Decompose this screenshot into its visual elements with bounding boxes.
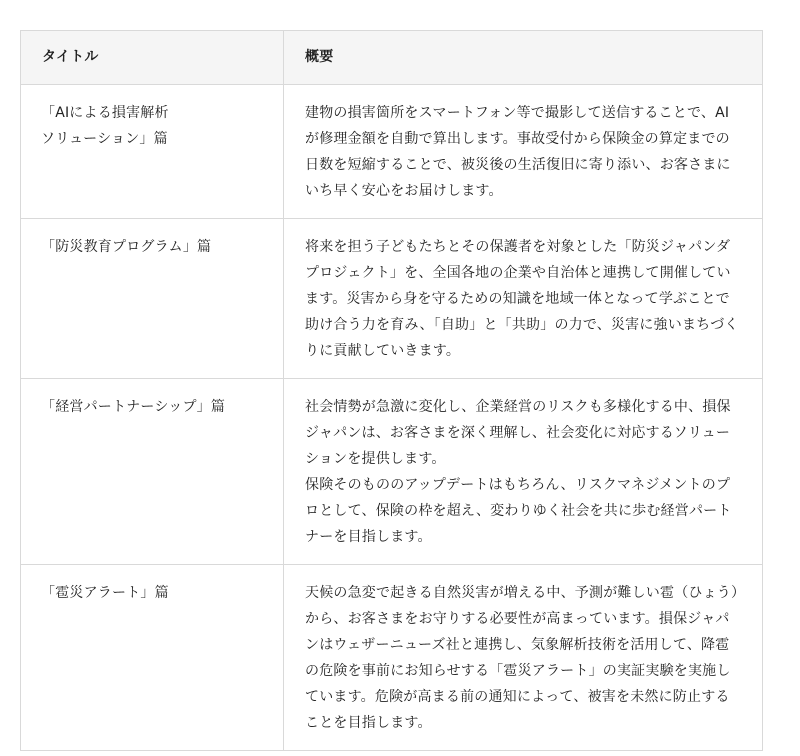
- row-summary: 建物の損害箇所をスマートフォン等で撮影して送信することで、AIが修理金額を自動で算出します。事故受付から保険金の算定までの日数を短縮することで、被災後の生活復旧に寄り添い、お客さまにいち早く安心をお届けします。: [305, 105, 731, 199]
- row-title-cell: [21, 379, 284, 565]
- row-title-cell: [21, 565, 284, 751]
- row-summary-cell: [284, 219, 763, 379]
- row-summary: 天候の急変で起きる自然災害が増える中、予測が難しい雹（ひょう）から、お客さまをお守りする必要性が高まっています。損保ジャパンはウェザーニューズ社と連携し、気象解析技術を活用して、降雹の危険を事前にお知らせする「雹災アラート」の実証実験を実施しています。危険が高まる前の通知によって、被害を未然に防止することを目指します。: [305, 585, 739, 731]
- row-title: 「AIによる損害解析: [41, 105, 169, 121]
- row-title: ソリューション」篇: [41, 131, 168, 147]
- row-summary: 社会情勢が急激に変化し、企業経営のリスクも多様化する中、損保ジャパンは、お客さまを深く理解し、社会変化に対応するソリューションを提供します。: [305, 399, 731, 467]
- row-summary-cell: [284, 85, 763, 219]
- row-summary: 将来を担う子どもたちとその保護者を対象とした「防災ジャパンダプロジェクト」を、全国各地の企業や自治体と連携して開催しています。災害から身を守るための知識を地域一体となって学ぶことで助け合う力を育み、「自助」と「共助」の力で、災害に強いまちづくりに貢献していきます。: [305, 239, 739, 359]
- table-row: [21, 85, 763, 219]
- table-body: [21, 85, 763, 751]
- row-summary-cell: [284, 565, 763, 751]
- row-summary: 保険そのもののアップデートはもちろん、リスクマネジメントのプロとして、保険の枠を超え、変わりゆく社会を共に歩む経営パートナーを目指します。: [305, 477, 732, 545]
- table-header: [21, 31, 763, 85]
- header-title: タイトル: [21, 31, 284, 85]
- row-title: 「経営パートナーシップ」篇: [41, 399, 226, 415]
- row-title-cell: [21, 219, 284, 379]
- row-title: 「雹災アラート」篇: [41, 585, 169, 601]
- header-summary: 概要: [284, 31, 763, 85]
- campaign-table-container: [20, 30, 762, 751]
- row-summary-cell: [284, 379, 763, 565]
- table-row: [21, 379, 763, 565]
- table-row: [21, 219, 763, 379]
- header-row: [21, 31, 763, 85]
- campaign-table: [20, 30, 763, 751]
- row-title: 「防災教育プログラム」篇: [41, 239, 212, 255]
- table-row: [21, 565, 763, 751]
- row-title-cell: [21, 85, 284, 219]
